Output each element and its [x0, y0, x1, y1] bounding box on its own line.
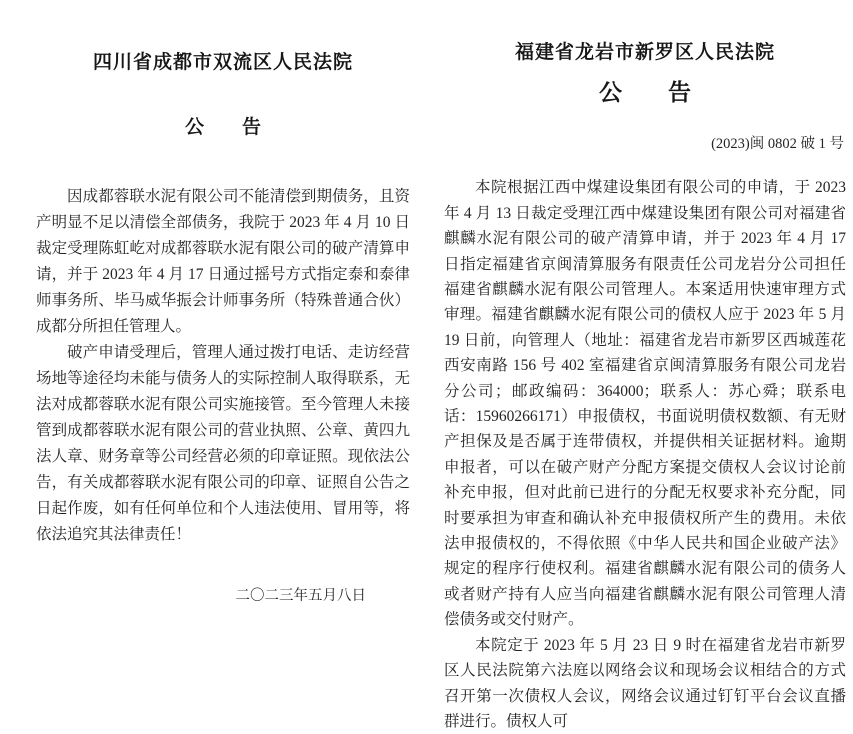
left-notice-title: 公 告 — [184, 116, 261, 138]
right-paragraph-2: 本院定于 2023 年 5 月 23 日 9 时在福建省龙岩市新罗区人民法院第六法庭以网络会议和现场会议相结合的方式召开第一次债权人会议，网络会议通过钉钉平台会议直播群进行。债权人可 — [444, 636, 846, 730]
right-notice-title: 公 告 — [599, 78, 691, 105]
right-court-name: 福建省龙岩市新罗区人民法院 — [514, 42, 775, 63]
right-announcement — [444, 0, 846, 734]
left-notice-date: 二〇二三年五月八日 — [235, 587, 366, 604]
left-paragraph-1: 因成都蓉联水泥有限公司不能清偿到期债务，且资产明显不足以清偿全部债务，我院于 2023 年 4 月 10 日裁定受理陈虹屹对成都蓉联水泥有限公司的破产清算申请，并于 2023 年 4 月 17 日通过摇号方式指定泰和泰律师事务所、毕马威华振会计师事务所（特殊普通合伙）成都分所担任管理人。 — [36, 187, 410, 335]
left-announcement — [36, 0, 410, 605]
left-paragraph-2: 破产申请受理后，管理人通过拨打电话、走访经营场地等途径均未能与债务人的实际控制人取得联系，无法对成都蓉联水泥有限公司实施接管。至今管理人未接管到成都蓉联水泥有限公司的营业执照、公章、黄四九法人章、财务章等公司经营必须的印章证照。现依法公告，有关成都蓉联水泥有限公司的印章、证照自公告之日起作废，如有任何单位和个人违法使用、冒用等，将依法追究其法律责任！ — [36, 343, 410, 543]
right-case-number: (2023)闽 0802 破 1 号 — [711, 136, 844, 153]
right-paragraph-1: 本院根据江西中煤建设集团有限公司的申请，于 2023 年 4 月 13 日裁定受理江西中煤建设集团有限公司对福建省麒麟水泥有限公司的破产清算申请，并于 2023 年 4 月 17 日指定福建省京闽清算服务有限责任公司龙岩分公司担任福建省麒麟水泥有限公司管理人。本案适用快速审理方式审理。福建省麒麟水泥有限公司的债权人应于 2023 年 5 月 19 日前，向管理人（地址：福建省龙岩市新罗区西城莲花西安南路 156 号 402 室福建省京闽清算服务有限公司龙岩分公司；邮政编码：364000；联系人：苏心舜；联系电话：15960266171）申报债权，书面说明债权数额、有无财产担保及是否属于连带债权，并提供相关证据材料。逾期申报者，可以在破产财产分配方案提交债权人会议讨论前补充申报，但对此前已进行的分配无权要求补充分配，同时要承担为审查和确认补充申报债权所产生的费用。未依法申报债权的，不得依照《中华人民共和国企业破产法》规定的程序行使权利。福建省麒麟水泥有限公司的债务人或者财产持有人应当向福建省麒麟水泥有限公司管理人清偿债务或交付财产。 — [444, 179, 846, 629]
left-court-name: 四川省成都市双流区人民法院 — [92, 52, 353, 73]
